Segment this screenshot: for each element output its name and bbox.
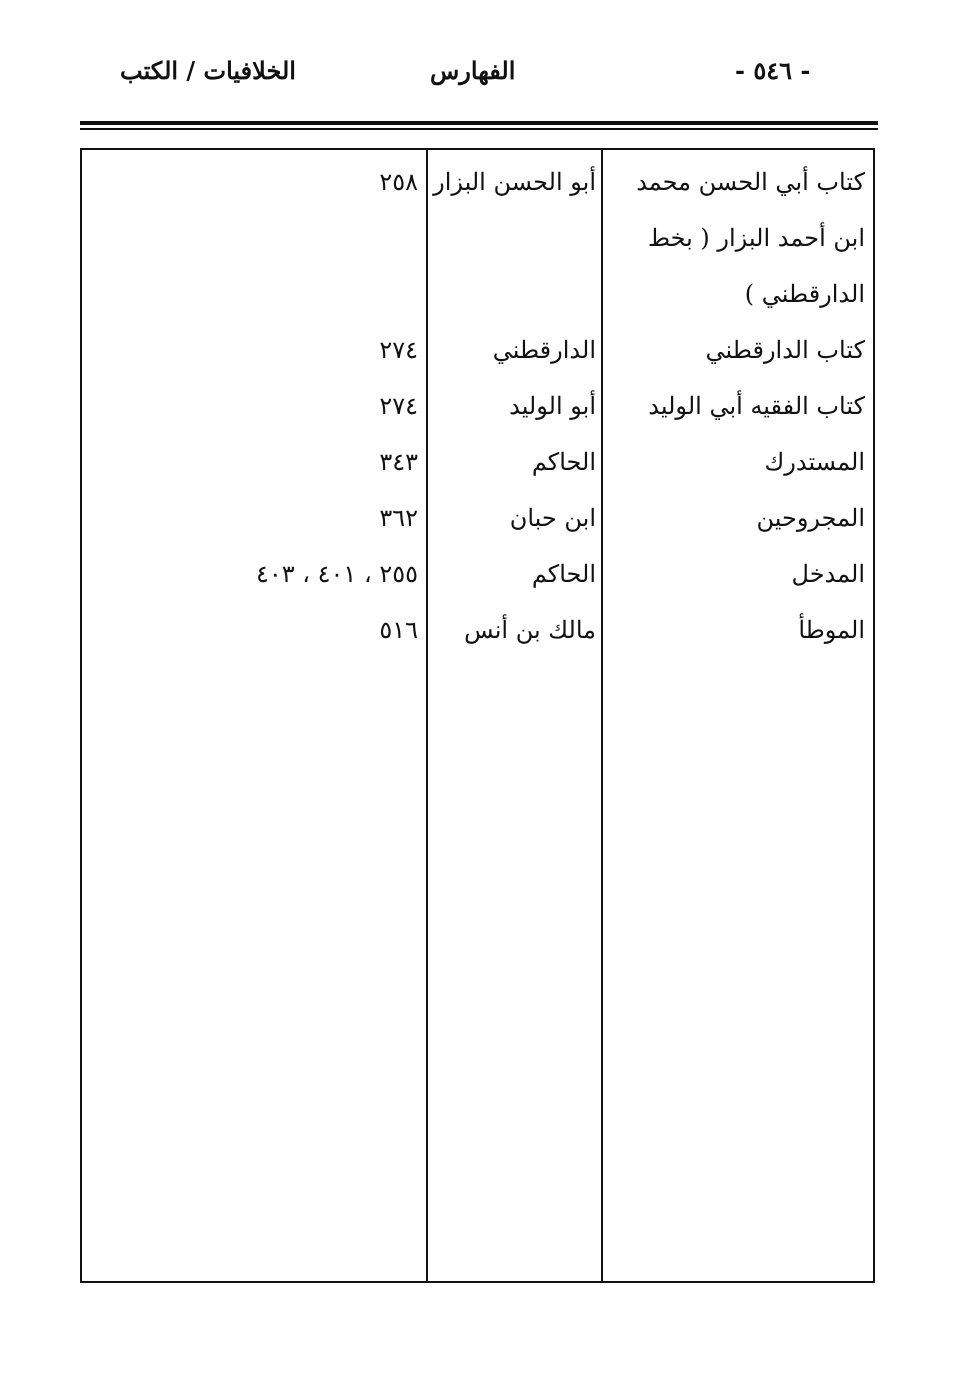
author-name: الحاكم [531,560,596,588]
page-references: ٥١٦ [379,616,418,644]
page-references: ٢٧٤ [379,336,418,364]
page-header [80,56,878,96]
page-number: - ٥٤٦ - [735,56,811,85]
book-title: كتاب الفقيه أبي الوليد [648,392,865,420]
author-name: الحاكم [531,448,596,476]
page-references: ٢٥٨ [379,168,418,196]
page-references [94,266,418,322]
index-table [80,148,875,1283]
index-row [82,378,873,434]
header-rule-thin [80,128,878,130]
author-name: الدارقطني [492,336,596,364]
page-references [94,210,418,266]
page-references: ٢٥٥ ، ٤٠١ ، ٤٠٣ [255,560,418,588]
index-row [82,322,873,378]
running-head: الخلافيات / الكتب [120,56,296,85]
book-title: المجروحين [756,504,865,532]
book-title: كتاب أبي الحسن محمد [636,168,865,196]
author-name: مالك بن أنس [464,616,596,644]
book-title: الموطأ [798,616,865,644]
index-row [82,266,873,322]
index-row [82,154,873,210]
author-name: أبو الحسن البزار [433,168,596,196]
book-title: الدارقطني ) [744,280,865,308]
header-rule-thick [80,121,878,125]
index-row [82,602,873,658]
author-name [432,266,596,322]
book-title: كتاب الدارقطني [705,336,865,364]
page-references: ٣٤٣ [379,448,418,476]
author-name: أبو الوليد [509,392,596,420]
book-title: ابن أحمد البزار ( بخط [647,224,865,252]
author-name: ابن حبان [509,504,596,532]
page-references: ٢٧٤ [379,392,418,420]
index-row [82,546,873,602]
index-row [82,490,873,546]
index-row [82,210,873,266]
section-title: الفهارس [430,56,516,85]
book-title: المدخل [791,560,865,588]
index-row [82,434,873,490]
book-title: المستدرك [764,448,865,476]
page-references: ٣٦٢ [379,504,418,532]
author-name [432,210,596,266]
